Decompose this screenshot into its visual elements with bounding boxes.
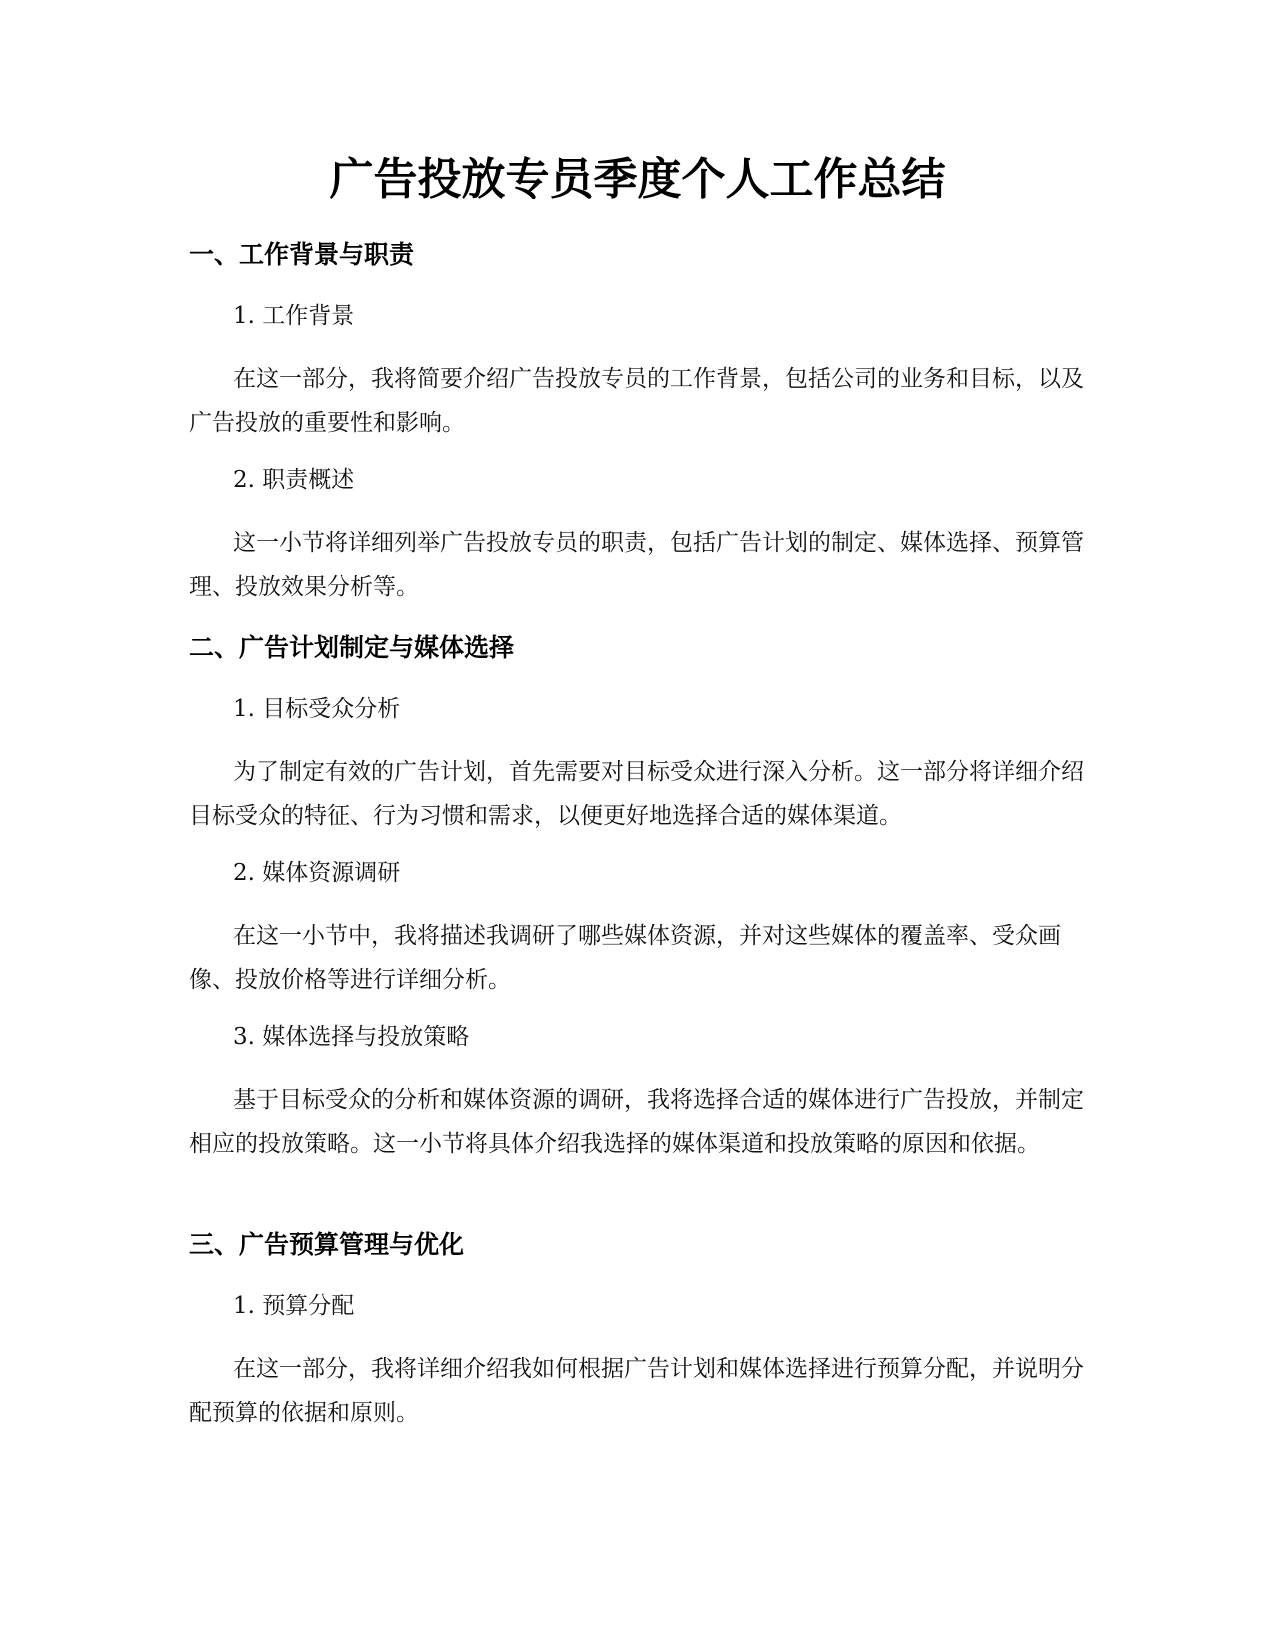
paragraph-3-1: 在这一部分，我将详细介绍我如何根据广告计划和媒体选择进行预算分配，并说明分配预算的依据和原则。	[189, 1356, 1084, 1426]
section-heading-3: 三、广告预算管理与优化	[189, 1230, 465, 1259]
paragraph-1-1: 在这一部分，我将简要介绍广告投放专员的工作背景，包括公司的业务和目标，以及广告投放的重要性和影响。	[189, 366, 1084, 436]
section-heading-1: 一、工作背景与职责	[189, 240, 415, 269]
subheading-3-1: 1. 预算分配	[233, 1293, 355, 1319]
subheading-2-1: 1. 目标受众分析	[233, 696, 401, 722]
document-title: 广告投放专员季度个人工作总结	[329, 154, 946, 205]
paragraph-2-3: 基于目标受众的分析和媒体资源的调研，我将选择合适的媒体进行广告投放，并制定相应的投放策略。这一小节将具体介绍我选择的媒体渠道和投放策略的原因和依据。	[189, 1087, 1084, 1157]
section-heading-2: 二、广告计划制定与媒体选择	[189, 633, 515, 662]
subheading-2-2: 2. 媒体资源调研	[233, 860, 401, 886]
paragraph-1-2: 这一小节将详细列举广告投放专员的职责，包括广告计划的制定、媒体选择、预算管理、投放效果分析等。	[189, 530, 1084, 600]
paragraph-2-1: 为了制定有效的广告计划，首先需要对目标受众进行深入分析。这一部分将详细介绍目标受众的特征、行为习惯和需求，以便更好地选择合适的媒体渠道。	[189, 759, 1084, 829]
subheading-1-1: 1. 工作背景	[233, 303, 355, 329]
subheading-1-2: 2. 职责概述	[233, 467, 355, 493]
paragraph-2-2: 在这一小节中，我将描述我调研了哪些媒体资源，并对这些媒体的覆盖率、受众画像、投放价格等进行详细分析。	[189, 923, 1061, 993]
subheading-2-3: 3. 媒体选择与投放策略	[233, 1024, 470, 1050]
